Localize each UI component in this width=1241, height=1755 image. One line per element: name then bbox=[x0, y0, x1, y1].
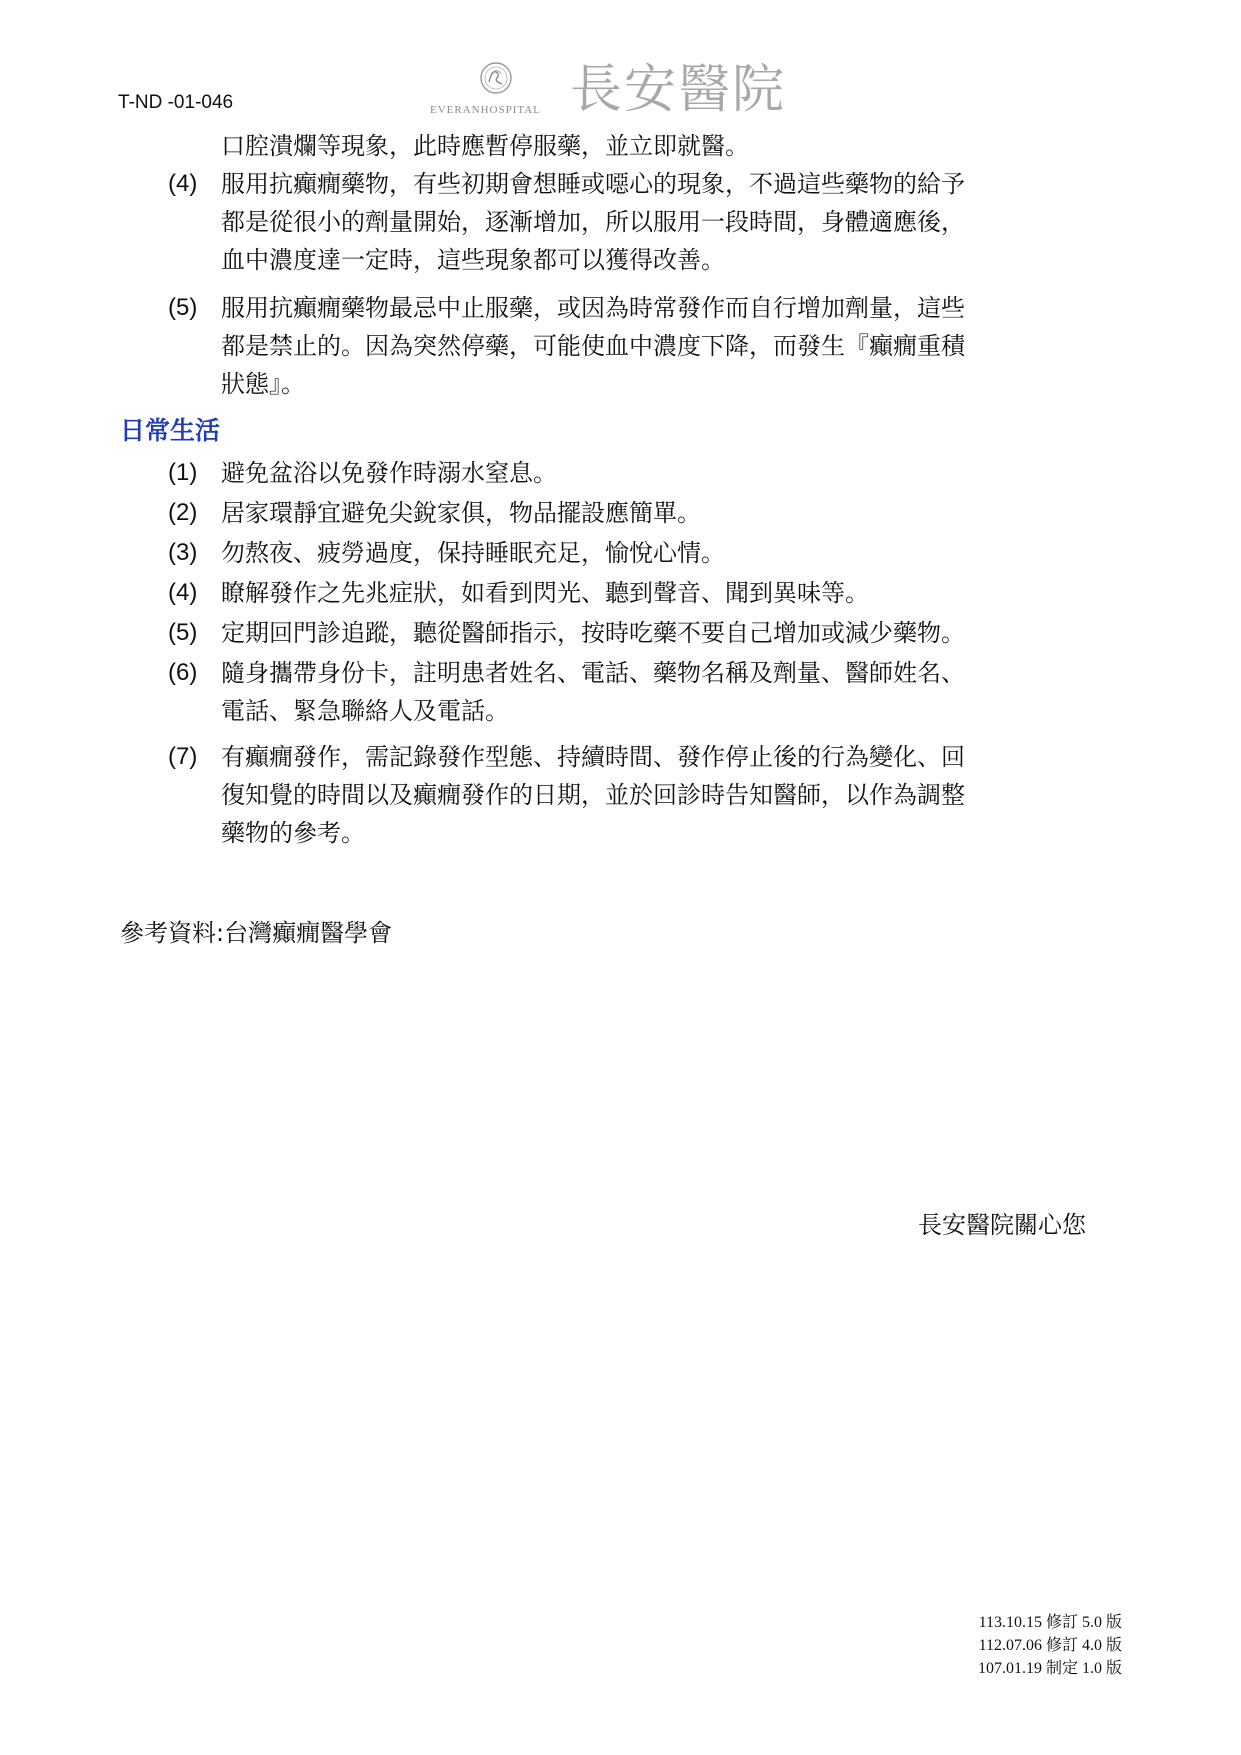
text-line: 瞭解發作之先兆症狀，如看到閃光、聽到聲音、聞到異味等。 bbox=[221, 579, 869, 607]
item-text bbox=[221, 289, 1132, 403]
text-line: 復知覺的時間以及癲癇發作的日期，並於回診時告知醫師，以作為調整 bbox=[221, 781, 965, 809]
item-text bbox=[221, 165, 1132, 279]
item-text bbox=[221, 454, 1132, 492]
text-line: 居家環靜宜避免尖銳家俱，物品擺設應簡單。 bbox=[221, 499, 701, 527]
text-line: 電話、緊急聯絡人及電話。 bbox=[221, 697, 509, 725]
item-number: (1) bbox=[168, 459, 198, 486]
logo-english-text: EVERANHOSPITAL bbox=[430, 104, 541, 116]
daily-life-item-5 bbox=[168, 614, 1132, 652]
logo-chinese-text: 長安醫院 bbox=[570, 60, 787, 120]
daily-life-item-4 bbox=[168, 574, 1132, 612]
reference-source: 參考資料:台灣癲癇醫學會 bbox=[120, 919, 393, 947]
daily-life-item-6 bbox=[168, 654, 1132, 730]
item-text bbox=[221, 534, 1132, 572]
text-line: 服用抗癲癇藥物，有些初期會想睡或噁心的現象，不過這些藥物的給予 bbox=[221, 170, 965, 198]
daily-life-item-1 bbox=[168, 454, 1132, 492]
item-text bbox=[221, 494, 1132, 532]
item-number: (6) bbox=[168, 659, 198, 686]
text-line: 都是禁止的。因為突然停藥，可能使血中濃度下降，而發生『癲癇重積 bbox=[221, 332, 965, 360]
item-number: (3) bbox=[168, 539, 198, 566]
hospital-emblem-icon bbox=[478, 60, 514, 96]
text-line: 藥物的參考。 bbox=[221, 819, 365, 847]
medication-item-4 bbox=[168, 165, 1132, 279]
text-line: 都是從很小的劑量開始，逐漸增加，所以服用一段時間，身體適應後， bbox=[221, 208, 965, 236]
text-line: 避免盆浴以免發作時溺水窒息。 bbox=[221, 459, 557, 487]
text-line: 有癲癇發作，需記錄發作型態、持續時間、發作停止後的行為變化、回 bbox=[221, 743, 965, 771]
daily-life-item-2 bbox=[168, 494, 1132, 532]
item-text bbox=[221, 614, 1132, 652]
daily-life-item-7 bbox=[168, 738, 1132, 852]
item-text bbox=[221, 654, 1132, 730]
item-number: (5) bbox=[168, 619, 198, 646]
item-number: (5) bbox=[168, 294, 198, 321]
section-title-daily-life: 日常生活 bbox=[120, 416, 221, 445]
text-line: 服用抗癲癇藥物最忌中止服藥，或因為時常發作而自行增加劑量，這些 bbox=[221, 294, 965, 322]
revision-line: 113.10.15 修訂 5.0 版 bbox=[978, 1614, 1122, 1631]
revision-line: 107.01.19 制定 1.0 版 bbox=[977, 1660, 1122, 1677]
item-text bbox=[221, 574, 1132, 612]
revision-history bbox=[938, 1611, 1122, 1680]
revision-line: 112.07.06 修訂 4.0 版 bbox=[978, 1637, 1122, 1654]
item-number: (4) bbox=[168, 579, 198, 606]
document-code: T-ND -01-046 bbox=[118, 92, 234, 113]
text-line: 隨身攜帶身份卡，註明患者姓名、電話、藥物名稱及劑量、醫師姓名、 bbox=[221, 659, 965, 687]
text-line: 狀態』。 bbox=[221, 370, 305, 398]
medication-item-5 bbox=[168, 289, 1132, 403]
text-line: 定期回門診追蹤，聽從醫師指示，按時吃藥不要自己增加或減少藥物。 bbox=[221, 619, 965, 647]
item-text bbox=[221, 738, 1132, 852]
item-number: (2) bbox=[168, 499, 198, 526]
hospital-logo bbox=[430, 56, 830, 126]
item-number: (7) bbox=[168, 743, 198, 770]
closing-message: 長安醫院關心您 bbox=[918, 1211, 1086, 1239]
continued-paragraph: 口腔潰爛等現象，此時應暫停服藥，並立即就醫。 bbox=[221, 132, 749, 160]
text-line: 血中濃度達一定時，這些現象都可以獲得改善。 bbox=[221, 246, 725, 274]
item-number: (4) bbox=[168, 170, 198, 197]
daily-life-item-3 bbox=[168, 534, 1132, 572]
text-line: 勿熬夜、疲勞過度，保持睡眠充足，愉悅心情。 bbox=[221, 539, 725, 567]
